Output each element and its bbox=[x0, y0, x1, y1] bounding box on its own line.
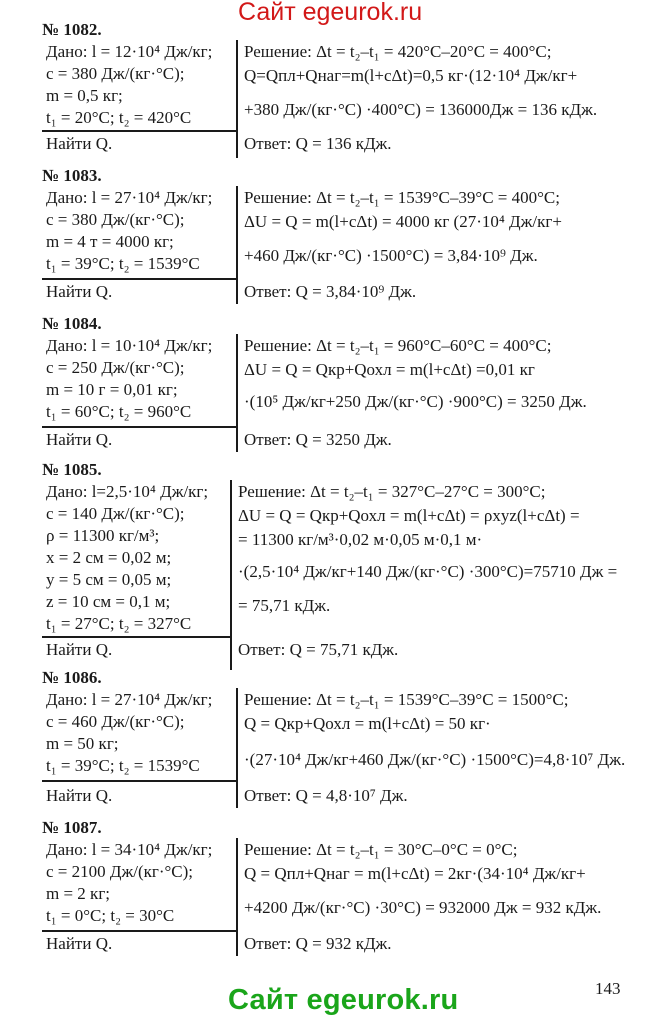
problem-1084 bbox=[0, 314, 650, 454]
given-line: c = 250 Дж/(кг·°С); bbox=[46, 358, 185, 377]
solution-line: +4200 Дж/(кг·°С) ·30°С) = 932000 Дж = 932 кДж. bbox=[244, 898, 602, 917]
solution-line: ·(10⁵ Дж/кг+250 Дж/(кг·°С) ·900°С) = 3250 Дж. bbox=[244, 392, 587, 411]
solution-line: Решение: Δt = t₂–t₁ = 1539°С–39°С = 1500°С; bbox=[244, 690, 569, 709]
given-line: Дано: l = 34·10⁴ Дж/кг; bbox=[46, 840, 213, 859]
solution-line: Решение: Δt = t₂–t₁ = 30°С–0°С = 0°С; bbox=[244, 840, 518, 859]
solution-line: Q = Qкр+Qохл = m(l+cΔt) = 50 кг· bbox=[244, 714, 491, 733]
find-label: Найти Q. bbox=[46, 134, 113, 153]
solution-line: = 11300 кг/м³·0,02 м·0,05 м·0,1 м· bbox=[238, 530, 483, 549]
solution-line: Q = Qпл+Qнаг = m(l+cΔt) = 2кг·(34·10⁴ Дж/кг+ bbox=[244, 864, 586, 883]
solution-line: ΔU = Q = m(l+cΔt) = 4000 кг (27·10⁴ Дж/кг+ bbox=[244, 212, 562, 231]
given-line: c = 460 Дж/(кг·°С); bbox=[46, 712, 185, 731]
find-divider bbox=[42, 130, 238, 132]
given-divider bbox=[236, 838, 238, 956]
find-label: Найти Q. bbox=[46, 430, 113, 449]
solution-line: Решение: Δt = t₂–t₁ = 960°С–60°С = 400°С; bbox=[244, 336, 552, 355]
watermark-top: Сайт egeurok.ru bbox=[238, 0, 423, 26]
given-line: z = 10 см = 0,1 м; bbox=[46, 592, 171, 611]
given-line: c = 2100 Дж/(кг·°С); bbox=[46, 862, 194, 881]
given-line: Дано: l=2,5·10⁴ Дж/кг; bbox=[46, 482, 209, 501]
given-divider bbox=[236, 186, 238, 304]
given-line: Дано: l = 27·10⁴ Дж/кг; bbox=[46, 690, 213, 709]
problem-number: № 1086. bbox=[42, 668, 102, 687]
given-line: t₁ = 39°С; t₂ = 1539°С bbox=[46, 254, 200, 273]
problem-1087 bbox=[0, 818, 650, 958]
solution-line: +460 Дж/(кг·°С) ·1500°С) = 3,84·10⁹ Дж. bbox=[244, 246, 538, 265]
solution-line: ΔU = Q = Qкр+Qохл = m(l+cΔt) = ρxyz(l+cΔt) = bbox=[238, 506, 580, 525]
solution-line: ·(27·10⁴ Дж/кг+460 Дж/(кг·°С) ·1500°С)=4,8·10⁷ Дж. bbox=[244, 750, 626, 769]
problem-1083 bbox=[0, 166, 650, 306]
find-divider bbox=[42, 930, 238, 932]
given-divider bbox=[236, 40, 238, 158]
given-line: m = 50 кг; bbox=[46, 734, 119, 753]
given-line: c = 140 Дж/(кг·°С); bbox=[46, 504, 185, 523]
given-line: m = 10 г = 0,01 кг; bbox=[46, 380, 178, 399]
problem-number: № 1087. bbox=[42, 818, 102, 837]
problem-1082 bbox=[0, 20, 650, 160]
given-divider bbox=[230, 480, 232, 670]
given-line: t₁ = 20°С; t₂ = 420°С bbox=[46, 108, 192, 127]
given-line: m = 0,5 кг; bbox=[46, 86, 123, 105]
given-line: Дано: l = 27·10⁴ Дж/кг; bbox=[46, 188, 213, 207]
given-line: c = 380 Дж/(кг·°С); bbox=[46, 64, 185, 83]
page-number: 143 bbox=[595, 979, 621, 998]
find-divider bbox=[42, 426, 238, 428]
answer-line: Ответ: Q = 3250 Дж. bbox=[244, 430, 392, 449]
solution-line: +380 Дж/(кг·°С) ·400°С) = 136000Дж = 136 кДж. bbox=[244, 100, 598, 119]
solution-line: Решение: Δt = t₂–t₁ = 420°С–20°С = 400°С; bbox=[244, 42, 552, 61]
solution-line: Q=Qпл+Qнаг=m(l+cΔt)=0,5 кг·(12·10⁴ Дж/кг+ bbox=[244, 66, 578, 85]
problem-1086 bbox=[0, 668, 650, 808]
find-divider bbox=[42, 780, 238, 782]
find-label: Найти Q. bbox=[46, 786, 113, 805]
problem-number: № 1082. bbox=[42, 20, 102, 39]
given-line: ρ = 11300 кг/м³; bbox=[46, 526, 160, 545]
answer-line: Ответ: Q = 75,71 кДж. bbox=[238, 640, 399, 659]
solution-line: ·(2,5·10⁴ Дж/кг+140 Дж/(кг·°С) ·300°С)=75710 Дж = bbox=[238, 562, 618, 581]
find-divider bbox=[42, 278, 238, 280]
problem-number: № 1083. bbox=[42, 166, 102, 185]
problem-number: № 1085. bbox=[42, 460, 102, 479]
given-line: t₁ = 60°С; t₂ = 960°С bbox=[46, 402, 192, 421]
solution-line: ΔU = Q = Qкр+Qохл = m(l+cΔt) =0,01 кг bbox=[244, 360, 535, 379]
answer-line: Ответ: Q = 3,84·10⁹ Дж. bbox=[244, 282, 417, 301]
given-line: m = 4 т = 4000 кг; bbox=[46, 232, 174, 251]
given-line: c = 380 Дж/(кг·°С); bbox=[46, 210, 185, 229]
given-line: x = 2 см = 0,02 м; bbox=[46, 548, 172, 567]
given-line: m = 2 кг; bbox=[46, 884, 111, 903]
find-label: Найти Q. bbox=[46, 934, 113, 953]
watermark-bottom: Сайт egeurok.ru bbox=[228, 984, 459, 1016]
given-line: Дано: l = 10·10⁴ Дж/кг; bbox=[46, 336, 213, 355]
answer-line: Ответ: Q = 136 кДж. bbox=[244, 134, 392, 153]
given-line: t₁ = 0°С; t₂ = 30°С bbox=[46, 906, 175, 925]
solution-line: = 75,71 кДж. bbox=[238, 596, 331, 615]
given-line: t₁ = 27°С; t₂ = 327°С bbox=[46, 614, 192, 633]
given-line: t₁ = 39°С; t₂ = 1539°С bbox=[46, 756, 200, 775]
answer-line: Ответ: Q = 4,8·10⁷ Дж. bbox=[244, 786, 408, 805]
problem-number: № 1084. bbox=[42, 314, 102, 333]
problem-1085 bbox=[0, 460, 650, 670]
given-line: Дано: l = 12·10⁴ Дж/кг; bbox=[46, 42, 213, 61]
find-divider bbox=[42, 636, 232, 638]
given-divider bbox=[236, 334, 238, 452]
answer-line: Ответ: Q = 932 кДж. bbox=[244, 934, 392, 953]
find-label: Найти Q. bbox=[46, 282, 113, 301]
solution-line: Решение: Δt = t₂–t₁ = 327°С–27°С = 300°С; bbox=[238, 482, 546, 501]
given-line: y = 5 см = 0,05 м; bbox=[46, 570, 172, 589]
solution-line: Решение: Δt = t₂–t₁ = 1539°С–39°С = 400°С; bbox=[244, 188, 560, 207]
find-label: Найти Q. bbox=[46, 640, 113, 659]
given-divider bbox=[236, 688, 238, 808]
